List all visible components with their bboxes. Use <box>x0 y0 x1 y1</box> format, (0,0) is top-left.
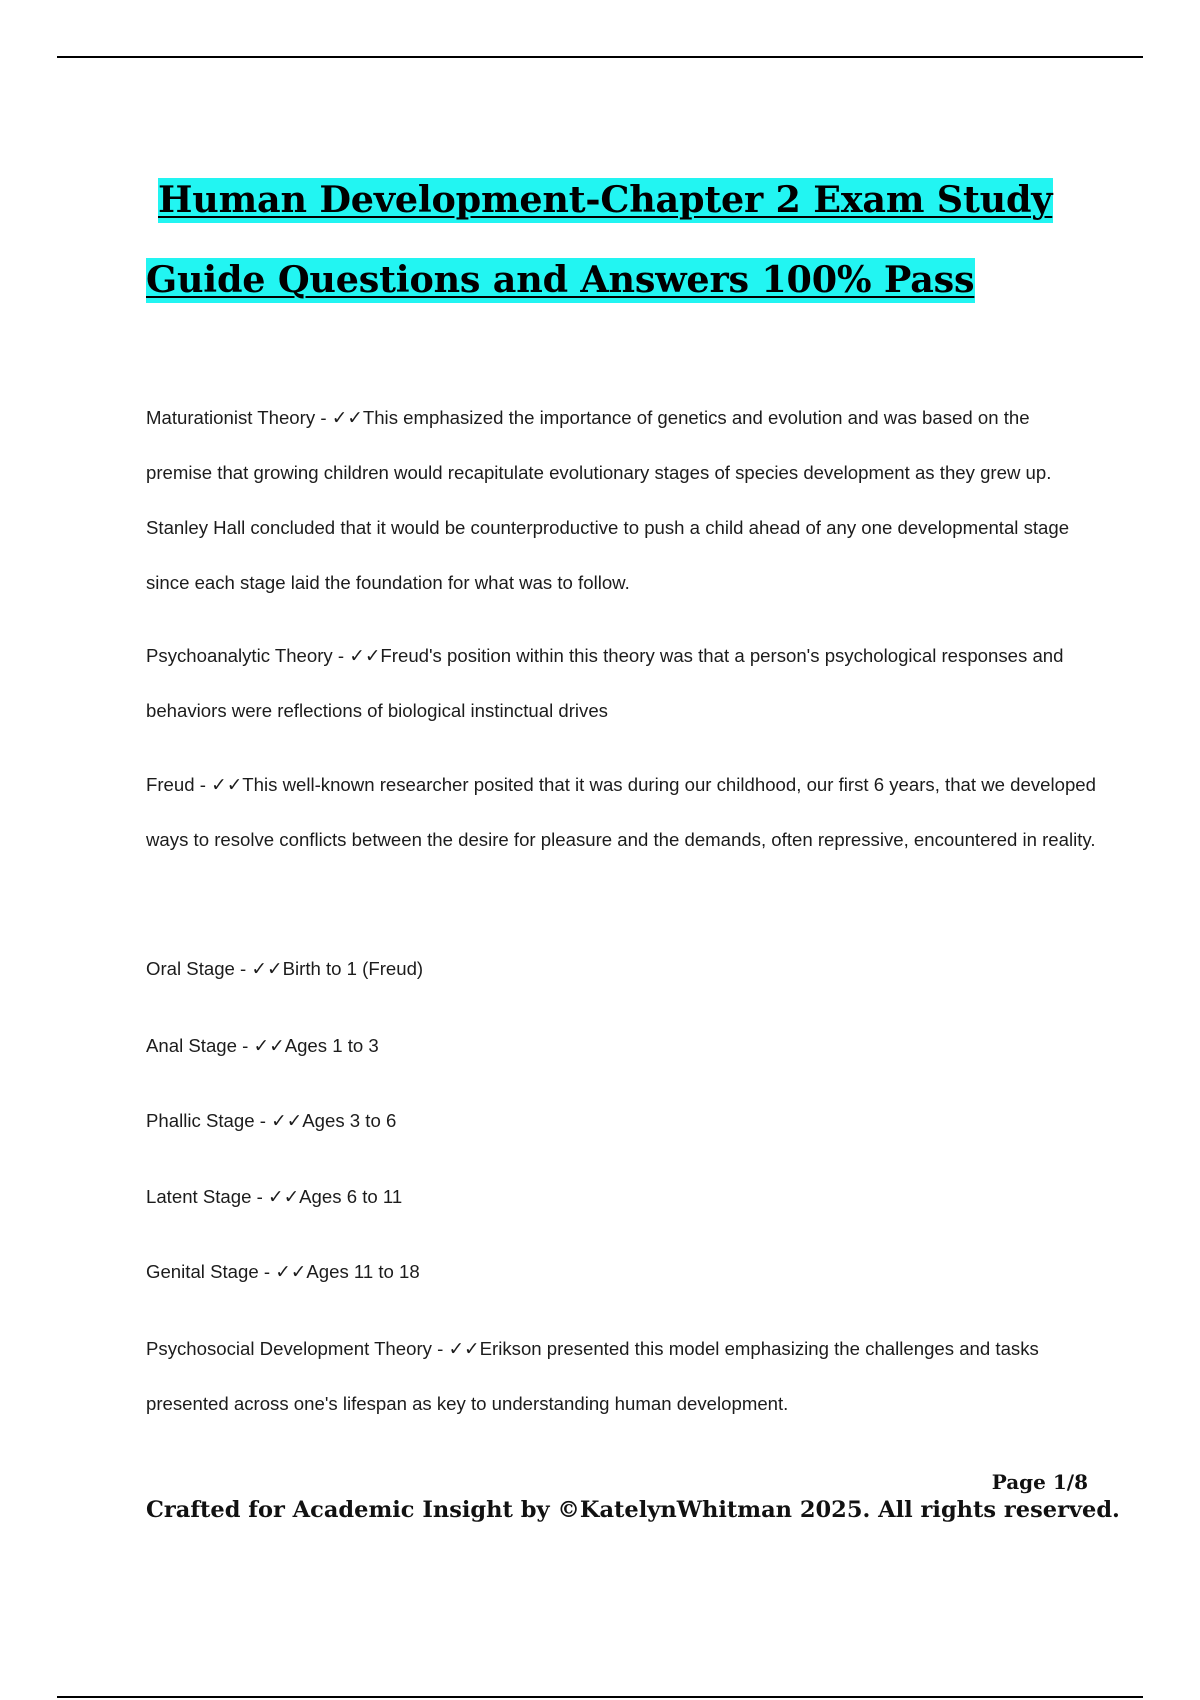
entry-term: Phallic Stage <box>146 1110 255 1131</box>
qa-entry-maturationist <box>146 390 1096 610</box>
entry-separator: - <box>234 958 252 979</box>
entry-term: Psychosocial Development Theory <box>146 1338 432 1359</box>
entry-term: Genital Stage <box>146 1261 259 1282</box>
qa-entry-psychoanalytic <box>146 628 1096 738</box>
qa-entry-genital-stage <box>146 1244 1096 1299</box>
check-mark-icon: ✓✓ <box>253 1035 285 1056</box>
check-mark-icon: ✓✓ <box>448 1338 480 1359</box>
entry-separator: - <box>254 1110 272 1131</box>
entry-separator: - <box>315 407 332 428</box>
entry-separator: - <box>332 645 350 666</box>
title-line-2 <box>146 240 1086 320</box>
entry-term: Psychoanalytic Theory <box>146 645 333 666</box>
check-mark-icon: ✓✓ <box>271 1110 303 1131</box>
entry-separator: - <box>431 1338 449 1359</box>
entry-separator: - <box>194 774 212 795</box>
top-divider <box>57 56 1143 58</box>
check-mark-icon: ✓✓ <box>251 958 283 979</box>
qa-entry-latent-stage <box>146 1169 1096 1224</box>
qa-entry-psychosocial <box>146 1321 1096 1431</box>
entry-separator: - <box>258 1261 276 1282</box>
document-title <box>146 160 1086 320</box>
entry-definition: Birth to 1 (Freud) <box>282 958 424 979</box>
check-mark-icon: ✓✓ <box>267 1186 300 1207</box>
entry-definition: Ages 6 to 11 <box>299 1186 403 1207</box>
entry-definition: Erikson presented this model emphasizing the challenges and tasks presented across one's lifespan as key to understanding human development. <box>146 1338 1039 1414</box>
entry-definition: Ages 1 to 3 <box>284 1035 379 1056</box>
qa-entry-phallic-stage <box>146 1093 1096 1148</box>
qa-entry-anal-stage <box>146 1018 1096 1073</box>
title-line-1-text: Human Development-Chapter 2 Exam Study <box>158 178 1053 221</box>
check-mark-icon: ✓✓ <box>349 645 381 666</box>
qa-entry-oral-stage <box>146 941 1096 996</box>
page-number: Page 1/8 <box>991 1470 1088 1494</box>
entry-term: Maturationist Theory <box>146 407 316 428</box>
entry-term: Oral Stage <box>146 958 235 979</box>
entry-term: Latent Stage <box>146 1186 252 1207</box>
qa-entry-freud <box>146 757 1096 867</box>
entry-definition: Ages 3 to 6 <box>302 1110 397 1131</box>
entry-separator: - <box>251 1186 268 1207</box>
title-line-1 <box>146 160 1086 240</box>
bottom-divider <box>57 1696 1143 1698</box>
entry-definition: Ages 11 to 18 <box>306 1261 420 1282</box>
entry-term: Freud <box>146 774 195 795</box>
footer-copyright: Crafted for Academic Insight by ©KatelynWhitman 2025. All rights reserved. <box>146 1497 1120 1523</box>
check-mark-icon: ✓✓ <box>211 774 243 795</box>
title-line-2-text: Guide Questions and Answers 100% Pass <box>146 258 975 301</box>
check-mark-icon: ✓✓ <box>331 407 363 428</box>
entry-term: Anal Stage <box>146 1035 237 1056</box>
entry-definition: Freud's position within this theory was that a person's psychological responses and behaviors were reflections of biological instinctual drives <box>146 645 1064 721</box>
entry-definition: This emphasized the importance of genetics and evolution and was based on the premise that growing children would recapitulate evolutionary stages of species development as they grew up. Stanley Hall concluded that it would be counterproductive to push a child ahead of any one developmental stage since each stage laid the foundation for what was to follow. <box>146 407 1070 593</box>
entry-definition: This well-known researcher posited that it was during our childhood, our first 6 years, that we developed ways to resolve conflicts between the desire for pleasure and the demands, often repressive, encountered in reality. <box>146 774 1096 850</box>
check-mark-icon: ✓✓ <box>275 1261 307 1282</box>
entry-separator: - <box>236 1035 254 1056</box>
